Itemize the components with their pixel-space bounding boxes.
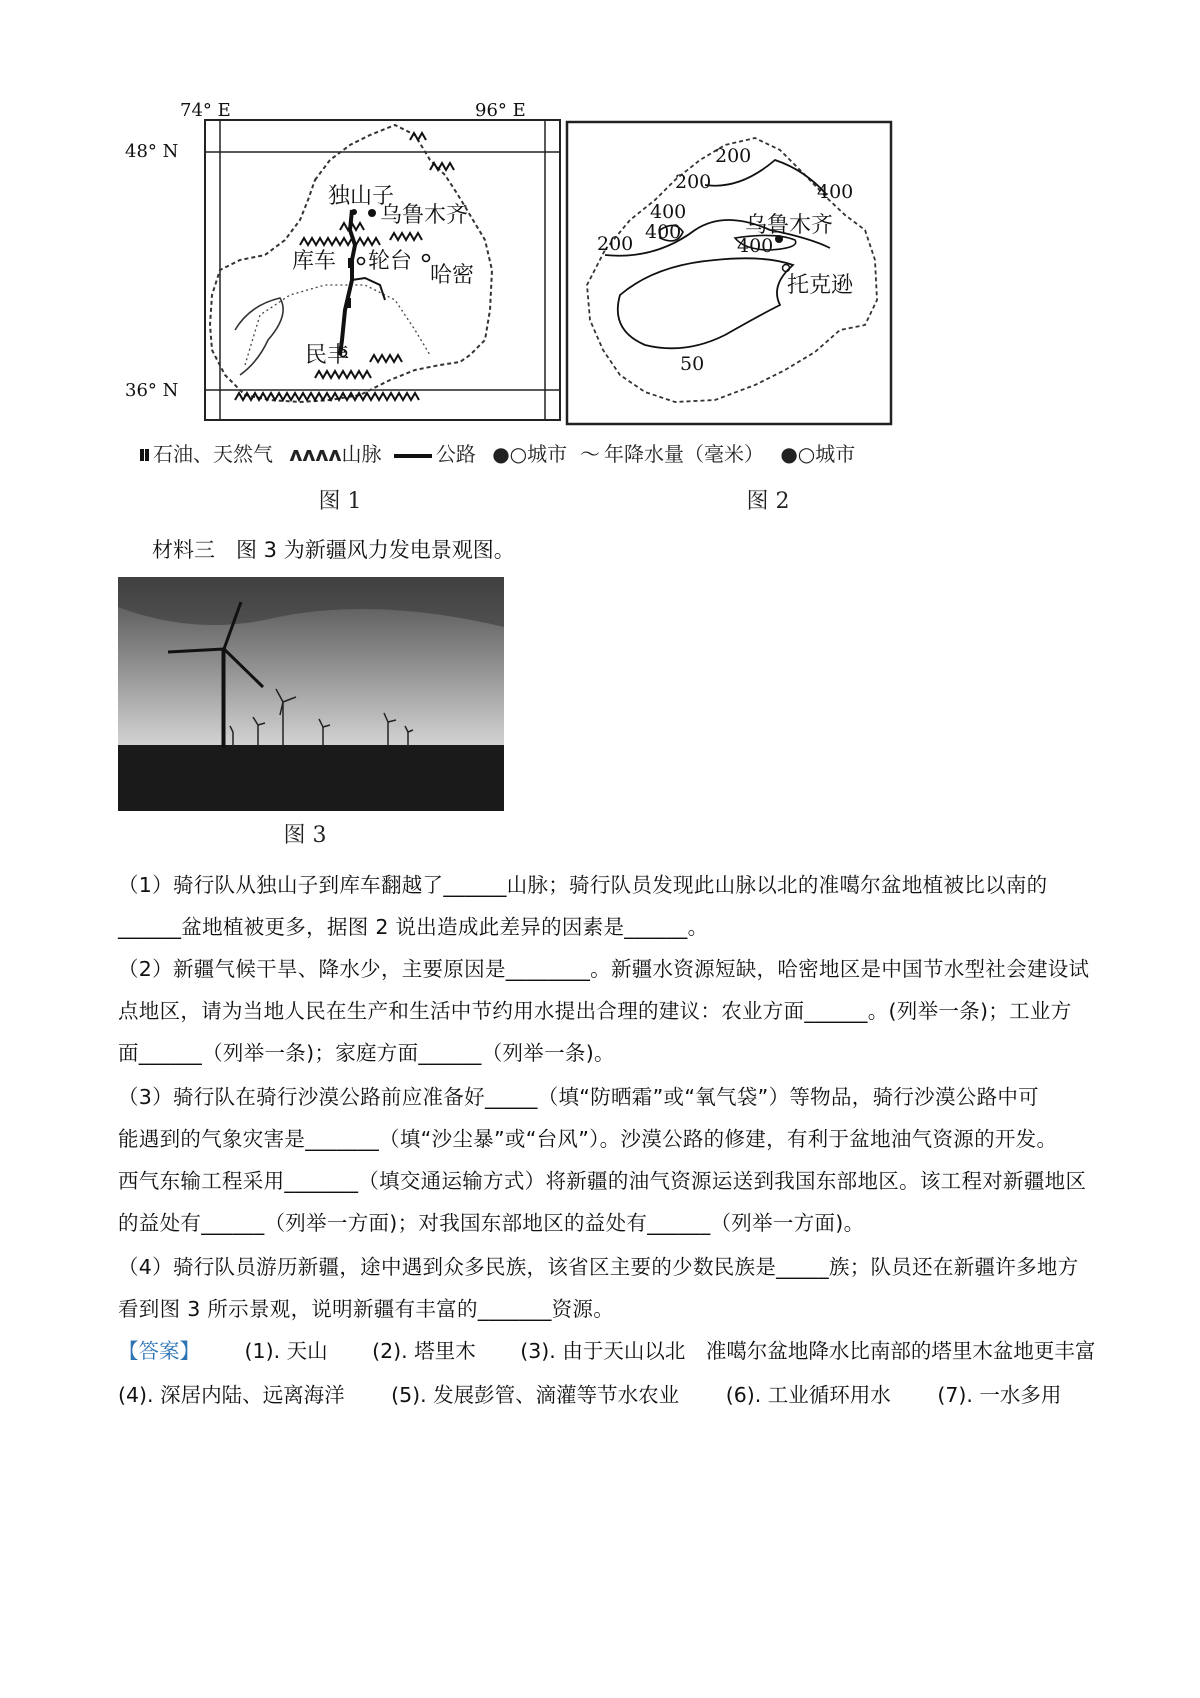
iso-label-400-b: 400 (650, 201, 687, 223)
answer-item-7: (7). 一水多用 (937, 1383, 1062, 1407)
city-label-kuqa: 库车 (292, 249, 337, 274)
answer-item-6: (6). 工业循环用水 (725, 1383, 891, 1407)
lat-bottom-label: 36° N (125, 380, 179, 401)
lon-right-label: 96° E (475, 100, 526, 121)
oil-gas-icon (140, 449, 144, 461)
legend-city: 城市 (527, 442, 568, 466)
figure2-legend (580, 438, 855, 467)
iso-label-400-c: 400 (645, 221, 682, 243)
answer-item-2: (2). 塔里木 (372, 1339, 476, 1363)
question-3-line-3: 西气东输工程采用_______（填交通运输方式）将新疆的油气资源运送到我国东部地区。该工程对新疆地区 (118, 1169, 1087, 1193)
fig2-city-label-toksun: 托克逊 (787, 273, 854, 298)
iso-label-50: 50 (680, 353, 705, 375)
question-3-line-2: 能遇到的气象灾害是_______（填“沙尘暴”或“台风”）。沙漠公路的修建，有利于盆地油气资源的开发。 (118, 1127, 1058, 1151)
legend-oil-gas: 石油、天然气 (153, 442, 273, 466)
answer-item-1: (1). 天山 (244, 1339, 328, 1363)
figure2-border (587, 138, 877, 402)
ground (118, 745, 504, 811)
fig2-city-label-urumqi: 乌鲁木齐 (745, 213, 834, 238)
question-2-line-1: （2）新疆气候干旱、降水少，主要原因是________。新疆水资源短缺，哈密地区是中国节水型社会建设试 (118, 957, 1090, 981)
figure3-photo (118, 577, 504, 811)
answer-item-5: (5). 发展彭管、滴灌等节水农业 (391, 1383, 680, 1407)
iso-label-200-b: 200 (675, 171, 712, 193)
city-dot-urumqi (368, 209, 376, 217)
figure2-caption: 图 2 (746, 489, 790, 514)
figure1-map (125, 100, 570, 480)
answer-tag: 【答案】 (118, 1339, 200, 1363)
legend-mountain: 山脉 (341, 442, 382, 466)
city-label-urumqi: 乌鲁木齐 (380, 203, 469, 228)
question-3-line-1: （3）骑行队在骑行沙漠公路前应准备好_____（填“防晒霜”或“氧气袋”）等物品，骑行沙漠公路中可 (118, 1085, 1039, 1109)
road-icon (394, 454, 432, 458)
legend-precip: 年降水量（毫米） (604, 442, 764, 466)
legend-road: 公路 (435, 442, 476, 466)
answer-item-4: (4). 深居内陆、远离海洋 (118, 1383, 345, 1407)
mountain-icon: ʌʌʌʌ (289, 442, 342, 466)
isoline-icon: 〜 (580, 442, 600, 466)
fig2-city-icon: ●○ (780, 442, 816, 466)
question-2-line-3: 面______（列举一条)；家庭方面______（列举一条)。 (118, 1041, 615, 1065)
answer-item-3: (3). 由于天山以北 准噶尔盆地降水比南部的塔里木盆地更丰富 (520, 1339, 1096, 1363)
city-label-hami: 哈密 (430, 263, 475, 288)
oil-gas-icon-2 (145, 449, 149, 461)
answer-line-2 (118, 1378, 1061, 1408)
figure3-caption: 图 3 (283, 823, 327, 848)
road-line (340, 210, 355, 355)
figure1-legend (140, 438, 567, 467)
city-icon: ●○ (492, 442, 528, 466)
fig2-legend-city: 城市 (815, 442, 856, 466)
iso-label-400-a: 400 (817, 181, 854, 203)
city-label-luntai: 轮台 (368, 249, 413, 274)
answer-line-1 (118, 1334, 1095, 1364)
city-label-minfeng: 民丰 (305, 343, 350, 368)
question-3-line-4: 的益处有______（列举一方面)；对我国东部地区的益处有______（列举一方面)。 (118, 1211, 865, 1235)
figure1-caption: 图 1 (318, 489, 362, 514)
city-label-dushanzi: 独山子 (328, 184, 395, 209)
iso-label-400-d: 400 (737, 235, 774, 257)
lon-left-label: 74° E (180, 100, 231, 121)
figure2-map (565, 120, 895, 430)
question-1-line-1: （1）骑行队从独山子到库车翻越了______山脉；骑行队员发现此山脉以北的准噶尔盆地植被比以南的 (118, 873, 1048, 897)
lat-top-label: 48° N (125, 141, 179, 162)
question-2-line-2: 点地区，请为当地人民在生产和生活中节约用水提出合理的建议：农业方面______。(列举一条)；工业方 (118, 999, 1072, 1023)
question-4-line-1: （4）骑行队员游历新疆，途中遇到众多民族，该省区主要的少数民族是_____族；队员还在新疆许多地方 (118, 1255, 1079, 1279)
material-three-text: 材料三 图 3 为新疆风力发电景观图。 (152, 538, 515, 562)
question-1-line-2: ______盆地植被更多，据图 2 说出造成此差异的因素是______。 (118, 915, 709, 939)
question-4-line-2: 看到图 3 所示景观，说明新疆有丰富的_______资源。 (118, 1297, 615, 1321)
iso-label-200-c: 200 (597, 233, 634, 255)
iso-label-200-a: 200 (715, 145, 752, 167)
